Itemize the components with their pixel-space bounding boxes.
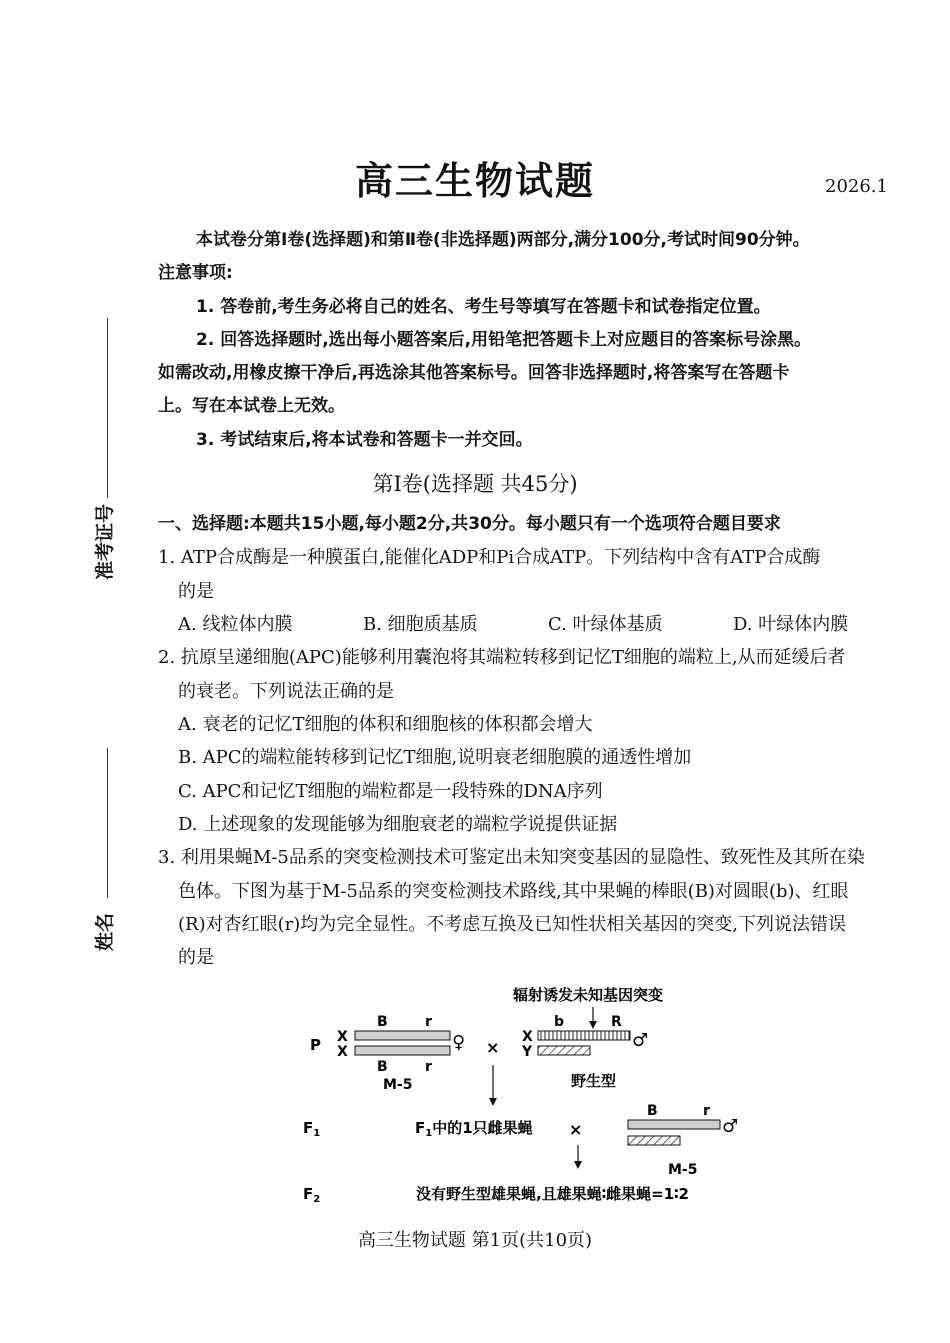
mutation-arrowhead xyxy=(589,1021,597,1029)
f1-female-label: $F_1$中的1只雌果蝇 xyxy=(415,1119,533,1139)
p-male-r: R xyxy=(611,1014,622,1030)
m5-male-x-chromosome xyxy=(628,1120,720,1129)
notice-item-2-cont: 如需改动,用橡皮擦干净后,再选涂其他答案标号。回答非选择题时,将答案写在答题卡 xyxy=(158,363,790,383)
wild-type-label: 野生型 xyxy=(571,1072,617,1090)
exam-id-label: 准考证号 xyxy=(94,503,116,580)
name-line xyxy=(107,748,108,898)
cross-symbol-p: × xyxy=(486,1038,500,1057)
m5-label-f1: M-5 xyxy=(668,1162,698,1178)
q2-option-a: A. 衰老的记忆T细胞的体积和细胞核的体积都会增大 xyxy=(178,714,593,735)
q3-stem-line-3: (R)对杏红眼(r)均为完全显性。不考虑互换及已知性状相关基因的突变,下列说法错误 xyxy=(178,914,846,935)
q2-option-c: C. APC和记忆T细胞的端粒都是一段特殊的DNA序列 xyxy=(178,781,603,802)
notice-item-1: 1. 答卷前,考生务必将自己的姓名、考生号等填写在答题卡和试卷指定位置。 xyxy=(196,297,771,317)
q1-stem-line-1: 1. ATP合成酶是一种膜蛋白,能催化ADP和Pi合成ATP。下列结构中含有ATP合成酶 xyxy=(158,547,821,568)
wild-x-chromosome xyxy=(538,1031,630,1040)
f2-result: 没有野生型雄果蝇,且雄果蝇∶雌果蝇=1∶2 xyxy=(416,1185,689,1203)
q1-option-a: A. 线粒体内膜 xyxy=(178,614,293,635)
f1-male-r: r xyxy=(703,1103,710,1119)
q1-option-c: C. 叶绿体基质 xyxy=(548,614,663,635)
q3-stem-line-1: 3. 利用果蝇M-5品系的突变检测技术可鉴定出未知突变基因的显隐性、致死性及其所在染 xyxy=(158,847,865,868)
q3-stem-line-4: 的是 xyxy=(178,947,214,968)
q1-stem-line-2: 的是 xyxy=(178,581,214,602)
q1-option-b: B. 细胞质基质 xyxy=(363,614,478,635)
m5-female-chromosome-1 xyxy=(355,1031,450,1040)
q2-option-d: D. 上述现象的发现能够为细胞衰老的端粒学说提供证据 xyxy=(178,814,618,835)
label-p: P xyxy=(310,1036,321,1054)
q1-option-d: D. 叶绿体内膜 xyxy=(733,614,849,635)
cross-symbol-f1: × xyxy=(569,1120,583,1139)
p-male-y: Y xyxy=(522,1044,533,1060)
q2-stem-line-1: 2. 抗原呈递细胞(APC)能够利用囊泡将其端粒转移到记忆T细胞的端粒上,从而延缓后者 xyxy=(158,647,846,668)
p-female-r-top: r xyxy=(425,1014,432,1030)
notice-item-3: 3. 考试结束后,将本试卷和答题卡一并交回。 xyxy=(196,430,533,450)
q2-stem-line-2: 的衰老。下列说法正确的是 xyxy=(178,681,394,702)
f1-male-b: B xyxy=(647,1103,658,1119)
p-female-x2: X xyxy=(337,1044,348,1060)
page-footer: 高三生物试题 第1页(共10页) xyxy=(357,1230,593,1251)
p-female-b-top: B xyxy=(377,1014,388,1030)
m5-female-chromosome-2 xyxy=(355,1046,450,1055)
genetics-cross-diagram xyxy=(0,975,950,1215)
page-title: 高三生物试题 xyxy=(354,158,595,203)
intro-text: 本试卷分第Ⅰ卷(选择题)和第Ⅱ卷(非选择题)两部分,满分100分,考试时间90分钟。 xyxy=(196,230,810,250)
p-female-r-bottom: r xyxy=(425,1059,432,1075)
male-symbol-f1: ♂ xyxy=(722,1116,739,1137)
p-male-b: b xyxy=(554,1014,565,1030)
notice-item-2: 2. 回答选择题时,选出每小题答案后,用铅笔把答题卡上对应题目的答案标号涂黑。 xyxy=(196,330,812,350)
male-symbol-p: ♂ xyxy=(632,1030,649,1051)
notice-heading: 注意事项: xyxy=(158,263,233,283)
p-male-x: X xyxy=(522,1029,533,1045)
wild-y-chromosome xyxy=(538,1046,590,1055)
notice-item-2-end: 上。写在本试卷上无效。 xyxy=(158,396,345,416)
label-f2: $F_2$ xyxy=(303,1185,321,1205)
exam-date: 2026.1 xyxy=(825,176,888,197)
p-female-x1: X xyxy=(337,1029,348,1045)
arrow-f1-f2-head xyxy=(574,1161,582,1169)
arrow-p-f1-head xyxy=(489,1098,497,1106)
q3-stem-line-2: 色体。下图为基于M-5品系的突变检测技术路线,其中果蝇的棒眼(B)对圆眼(b)、红眼 xyxy=(178,881,849,902)
p-female-b-bottom: B xyxy=(377,1059,388,1075)
female-symbol: ♀ xyxy=(452,1032,466,1053)
m5-male-y-chromosome xyxy=(628,1136,680,1145)
section-title: 第Ⅰ卷(选择题 共45分) xyxy=(372,472,578,496)
part-heading: 一、选择题:本题共15小题,每小题2分,共30分。每小题只有一个选项符合题目要求 xyxy=(158,514,781,534)
name-label: 姓名 xyxy=(94,913,116,952)
mutation-label: 辐射诱发未知基因突变 xyxy=(513,986,664,1004)
m5-label-p: M-5 xyxy=(383,1077,413,1093)
label-f1: $F_1$ xyxy=(303,1119,321,1139)
q2-option-b: B. APC的端粒能转移到记忆T细胞,说明衰老细胞膜的通透性增加 xyxy=(178,747,692,768)
